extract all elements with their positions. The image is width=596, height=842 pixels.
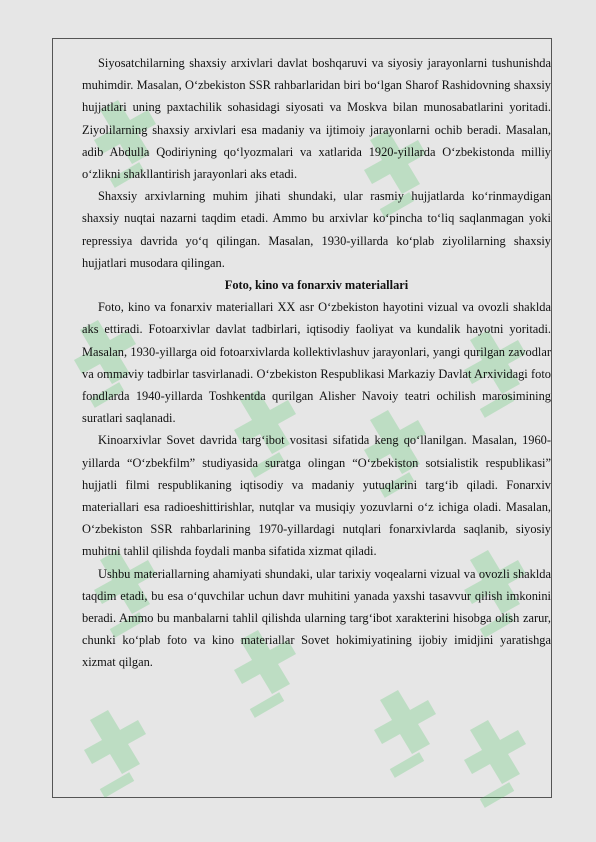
paragraph: Siyosatchilarning shaxsiy arxivlari davlat boshqaruvi va siyosiy jarayonlarni tushunishda muhimdir. Masalan, O‘zbekiston SSR rahbarlaridan biri bo‘lgan Sharof Rashidovning shaxsiy hujjatlari uning paxtachilik sohasidagi siyosati va Moskva bilan munosabatlarini yoritadi. Ziyolilarning shaxsiy arxivlari esa madaniy va ijtimoiy jarayonlarni ochib beradi. Masalan, adib Abdulla Qodiriyning qo‘lyozmalari va xatlarida 1920-yillarda O‘zbekistonda milliy o‘zlikni shakllantirish jarayonlari aks etadi. <box>82 56 551 182</box>
paragraph: Ushbu materiallarning ahamiyati shundaki, ular tarixiy voqealarni vizual va ovozli shaklda taqdim etadi, bu esa o‘quvchilar uchun davr muhitini yanada yaxshi tasavvur qilish imkonini beradi. Ammo bu manbalarni tahlil qilishda ularning targ‘ibot xarakterini hisobga olish zarur, chunki ko‘plab foto va kino materiallar Sovet hokimiyatining ijobiy imidjini yaratishga xizmat qilgan. <box>82 566 551 670</box>
paragraph: Shaxsiy arxivlarning muhim jihati shundaki, ular rasmiy hujjatlarda ko‘rinmaydigan shaxsiy nuqtai nazarni taqdim etadi. Ammo bu arxivlar ko‘pincha to‘liq saqlanmagan yoki repressiya davrida yo‘q qilingan. Masalan, 1930-yillarda ko‘plab ziyolilarning shaxsiy hujjatlari musodara qilingan. <box>82 189 551 270</box>
document-body <box>82 52 551 674</box>
paragraph: Kinoarxivlar Sovet davrida targ‘ibot vositasi sifatida keng qo‘llanilgan. Masalan, 1960-yillarda “O‘zbekfilm” studiyasida suratga olingan “O‘zbekiston sotsialistik respublikasi” hujjatli filmi respublikaning iqtisodiy va madaniy yutuqlarini targ‘ib qiladi. Fonarxiv materiallari esa radioeshittirishlar, nutqlar va musiqiy yozuvlarni o‘z ichiga oladi. Masalan, O‘zbekiston SSR rahbarlarining 1970-yillardagi nutqlari fonarxivlarda saqlanib, siyosiy muhitni tahlil qilishda foydali manba sifatida xizmat qiladi. <box>82 433 551 559</box>
paragraph: Foto, kino va fonarxiv materiallari XX asr O‘zbekiston hayotini vizual va ovozli shaklda aks ettiradi. Fotoarxivlar davlat tadbirlari, iqtisodiy faoliyat va kundalik hayotni yoritadi. Masalan, 1930-yillarga oid fotoarxivlarda kollektivlashuv jarayonlari, yangi qurilgan zavodlar va ommaviy tadbirlar tasvirlanadi. O‘zbekiston Respublikasi Markaziy Davlat Arxividagi foto fondlarda 1940-yillarda Toshkentda qurilgan Alisher Navoiy teatri ochilish marosimining suratlari saqlanadi. <box>82 300 551 426</box>
section-heading: Foto, kino va fonarxiv materiallari <box>224 278 409 293</box>
